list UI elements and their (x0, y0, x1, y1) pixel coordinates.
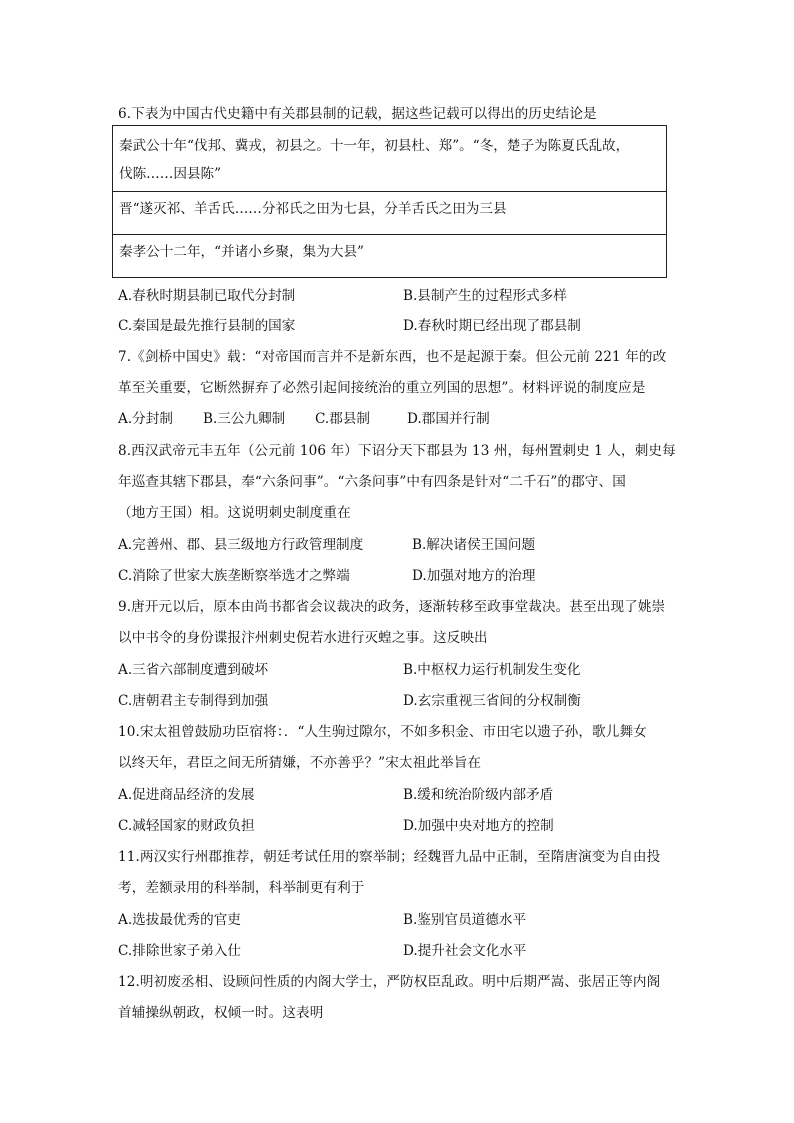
q9-option-c: C.唐朝君主专制得到加强 (118, 693, 269, 709)
q7-option-b: B.三公九卿制 (203, 411, 286, 427)
q7-option-c: C.郡县制 (315, 411, 371, 427)
q6-table-row1-line1: 秦武公十年“伐邦、冀戎，初县之。十一年，初县杜、郑”。“冬，楚子为陈夏氏乱故， (119, 138, 630, 154)
q12-stem-line1: 12.明初废丞相、设顾问性质的内阁大学士，严防权臣乱政。明中后期严嵩、张居正等内阁 (118, 974, 661, 990)
q6-table (112, 125, 667, 278)
q8-option-d: D.加强对地方的治理 (412, 568, 536, 584)
q11-option-c: C.排除世家子弟入仕 (118, 943, 241, 959)
q8-option-b: B.解决诸侯王国问题 (412, 537, 536, 553)
q11-option-a: A.选拔最优秀的官吏 (118, 912, 241, 928)
q7-option-d: D.郡国并行制 (407, 411, 490, 427)
q9-option-a: A.三省六部制度遭到破坏 (118, 662, 269, 678)
q10-option-a: A.促进商品经济的发展 (118, 787, 255, 803)
q6-table-row2: 晋“遂灭祁、羊舌氏……分祁氏之田为七县，分羊舌氏之田为三县 (119, 201, 507, 217)
q9-option-d: D.玄宗重视三省间的分权制衡 (403, 693, 581, 709)
q6-table-row1-line2: 伐陈……因县陈” (119, 166, 222, 182)
q10-option-d: D.加强中央对地方的控制 (403, 818, 554, 834)
q6-table-divider (113, 234, 666, 235)
q11-option-d: D.提升社会文化水平 (403, 943, 527, 959)
q7-stem-line2: 革至关重要，它断然摒弃了必然引起间接统治的重立列国的思想”。材料评说的制度应是 (118, 380, 646, 396)
q10-option-b: B.缓和统治阶级内部矛盾 (403, 787, 554, 803)
q10-stem-line2: 以终天年，君臣之间无所猜嫌，不亦善乎？”宋太祖此举旨在 (118, 755, 482, 771)
q8-option-a: A.完善州、郡、县三级地方行政管理制度 (118, 537, 364, 553)
q6-option-c: C.秦国是最先推行县制的国家 (118, 318, 296, 334)
q8-stem-line3: （地方王国）相。这说明刺史制度重在 (118, 505, 351, 521)
q8-option-c: C.消除了世家大族垄断察举选才之弊端 (118, 568, 350, 584)
q8-stem-line2: 年巡查其辖下郡县，奉“六条问事”。“六条问事”中有四条是针对“二千石”的郡守、国 (118, 474, 626, 490)
q9-option-b: B.中枢权力运行机制发生变化 (403, 662, 581, 678)
q11-stem-line2: 考，差额录用的科举制，科举制更有利于 (118, 880, 365, 896)
q11-option-b: B.鉴别官员道德水平 (403, 912, 527, 928)
q7-stem-line1: 7.《剑桥中国史》载：“对帝国而言并不是新东西，也不是起源于秦。但公元前 221 年的改 (118, 349, 667, 365)
q9-stem-line1: 9.唐开元以后，原本由尚书都省会议裁决的政务，逐渐转移至政事堂裁决。甚至出现了姚崇 (118, 599, 666, 615)
q7-option-a: A.分封制 (118, 411, 173, 427)
q6-option-b: B.县制产生的过程形式多样 (403, 288, 567, 304)
q9-stem-line2: 以中书令的身份谍报汴州刺史倪若水进行灭蝗之事。这反映出 (118, 630, 488, 646)
q6-option-a: A.春秋时期县制已取代分封制 (118, 288, 296, 304)
q11-stem-line1: 11.两汉实行州郡推荐，朝廷考试任用的察举制；经魏晋九品中正制，至隋唐演变为自由投 (118, 849, 661, 865)
q10-option-c: C.减轻国家的财政负担 (118, 818, 255, 834)
q10-stem-line1: 10.宋太祖曾鼓励功臣宿将：．“人生驹过隙尔，不如多积金、市田宅以遗子孙，歌儿舞女 (118, 724, 647, 740)
q6-table-row3: 秦孝公十二年，“并诸小乡聚，集为大县” (119, 244, 364, 260)
q6-table-divider (113, 191, 666, 192)
q6-stem: 6.下表为中国古代史籍中有关郡县制的记载，据这些记载可以得出的历史结论是 (118, 106, 597, 122)
q8-stem-line1: 8.西汉武帝元丰五年（公元前 106 年）下诏分天下郡县为 13 州，每州置刺史 1 人，刺史每 (118, 443, 676, 459)
q12-stem-line2: 首辅操纵朝政，权倾一时。这表明 (118, 1005, 324, 1021)
q6-option-d: D.春秋时期已经出现了郡县制 (403, 318, 581, 334)
